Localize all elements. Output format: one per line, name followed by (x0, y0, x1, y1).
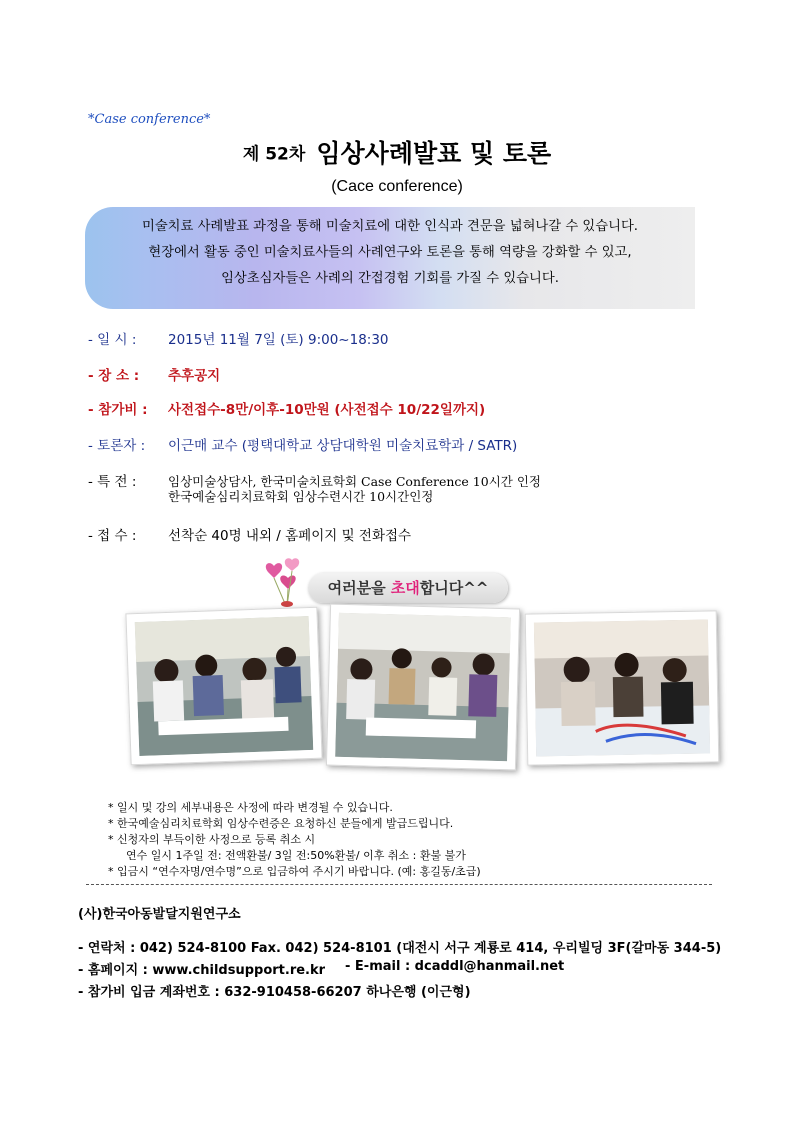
info-date-label: - 일 시 : (88, 332, 137, 348)
info-registration-value: 선착순 40명 내외 / 홈페이지 및 전화접수 (168, 528, 412, 544)
account-line: - 참가비 입금 계좌번호 : 632-910458-66207 하나은행 (이근형) (78, 985, 471, 1000)
info-place (88, 364, 220, 384)
photo-collage (80, 553, 720, 793)
divider (86, 884, 712, 885)
note-1: * 일시 및 강의 세부내용은 사정에 따라 변경될 수 있습니다. (108, 801, 393, 814)
info-benefit-line2: 한국예술심리치료학회 임상수련시간 10시간인정 (168, 489, 434, 504)
info-fee-value: 사전접수-8만/이후-10만원 (사전접수 10/22일까지) (168, 402, 486, 418)
photo-frame-3 (525, 610, 720, 765)
info-registration (88, 524, 411, 544)
contact-line: - 연락처 : 042) 524-8100 Fax. 042) 524-8101 (대전시 서구 계룡로 414, 우리빌딩 3F(갈마동 344-5) (78, 941, 722, 956)
notes-section (108, 800, 481, 880)
info-place-label: - 장 소 : (88, 368, 140, 384)
welcome-text-highlight: 초대 (390, 579, 420, 597)
workshop-photo-2 (335, 613, 511, 761)
title-prefix: 제 52차 (242, 144, 306, 165)
info-benefit-line1: 임상미술상담사, 한국미술치료학회 Case Conference 10시간 인정 (168, 474, 541, 489)
heart-balloons-icon (262, 558, 312, 610)
intro-line-3: 임상초심자들은 사례의 간접경험 기회를 가질 수 있습니다. (221, 271, 559, 286)
email-line: - E-mail : dcaddl@hanmail.net (345, 959, 565, 974)
note-4: 연수 일시 1주일 전: 전액환불/ 3일 전:50%환불/ 이후 취소 : 환불 불가 (126, 849, 466, 862)
intro-text (85, 214, 695, 292)
homepage-line: - 홈페이지 : www.childsupport.re.kr (78, 963, 326, 978)
welcome-text-before: 여러분을 (327, 579, 391, 597)
welcome-badge (308, 573, 508, 603)
info-fee (88, 398, 485, 418)
page-title (0, 134, 794, 170)
page-subtitle: (Cace conference) (331, 178, 463, 195)
info-date (88, 328, 389, 348)
info-discussant-value: 이근매 교수 (평택대학교 상담대학원 미술치료학과 / SATR) (168, 438, 518, 454)
info-registration-label: - 접 수 : (88, 528, 137, 544)
info-discussant (88, 434, 517, 454)
title-main: 임상사례발표 및 토론 (316, 139, 552, 168)
info-date-value: 2015년 11월 7일 (토) 9:00~18:30 (168, 332, 389, 348)
workshop-photo-1 (135, 616, 314, 756)
conference-tag: *Case conference* (88, 112, 211, 127)
note-3: * 신청자의 부득이한 사정으로 등록 취소 시 (108, 833, 316, 846)
note-2: * 한국예술심리치료학회 임상수련증은 요청하신 분들에게 발급드립니다. (108, 817, 454, 830)
intro-line-2: 현장에서 활동 중인 미술치료사들의 사례연구와 토론을 통해 역량을 강화할 수 있고, (148, 245, 632, 260)
workshop-photo-3 (534, 619, 710, 756)
info-fee-label: - 참가비 : (88, 402, 148, 418)
info-discussant-label: - 토론자 : (88, 438, 146, 454)
note-5: * 입금시 “연수자명/연수명”으로 입금하여 주시기 바랍니다. (예: 홍길동/초급) (108, 865, 481, 878)
photo-frame-2 (326, 604, 520, 771)
info-benefit-label: - 특 전 : (88, 474, 137, 490)
welcome-text-after: 합니다^^ (419, 579, 489, 597)
organization-name: (사)한국아동발달지원연구소 (78, 907, 241, 922)
intro-line-1: 미술치료 사례발표 과정을 통해 미술치료에 대한 인식과 견문을 넓혀나갈 수 있습니다. (141, 219, 639, 234)
info-place-value: 추후공지 (168, 368, 221, 384)
photo-frame-1 (125, 607, 322, 766)
